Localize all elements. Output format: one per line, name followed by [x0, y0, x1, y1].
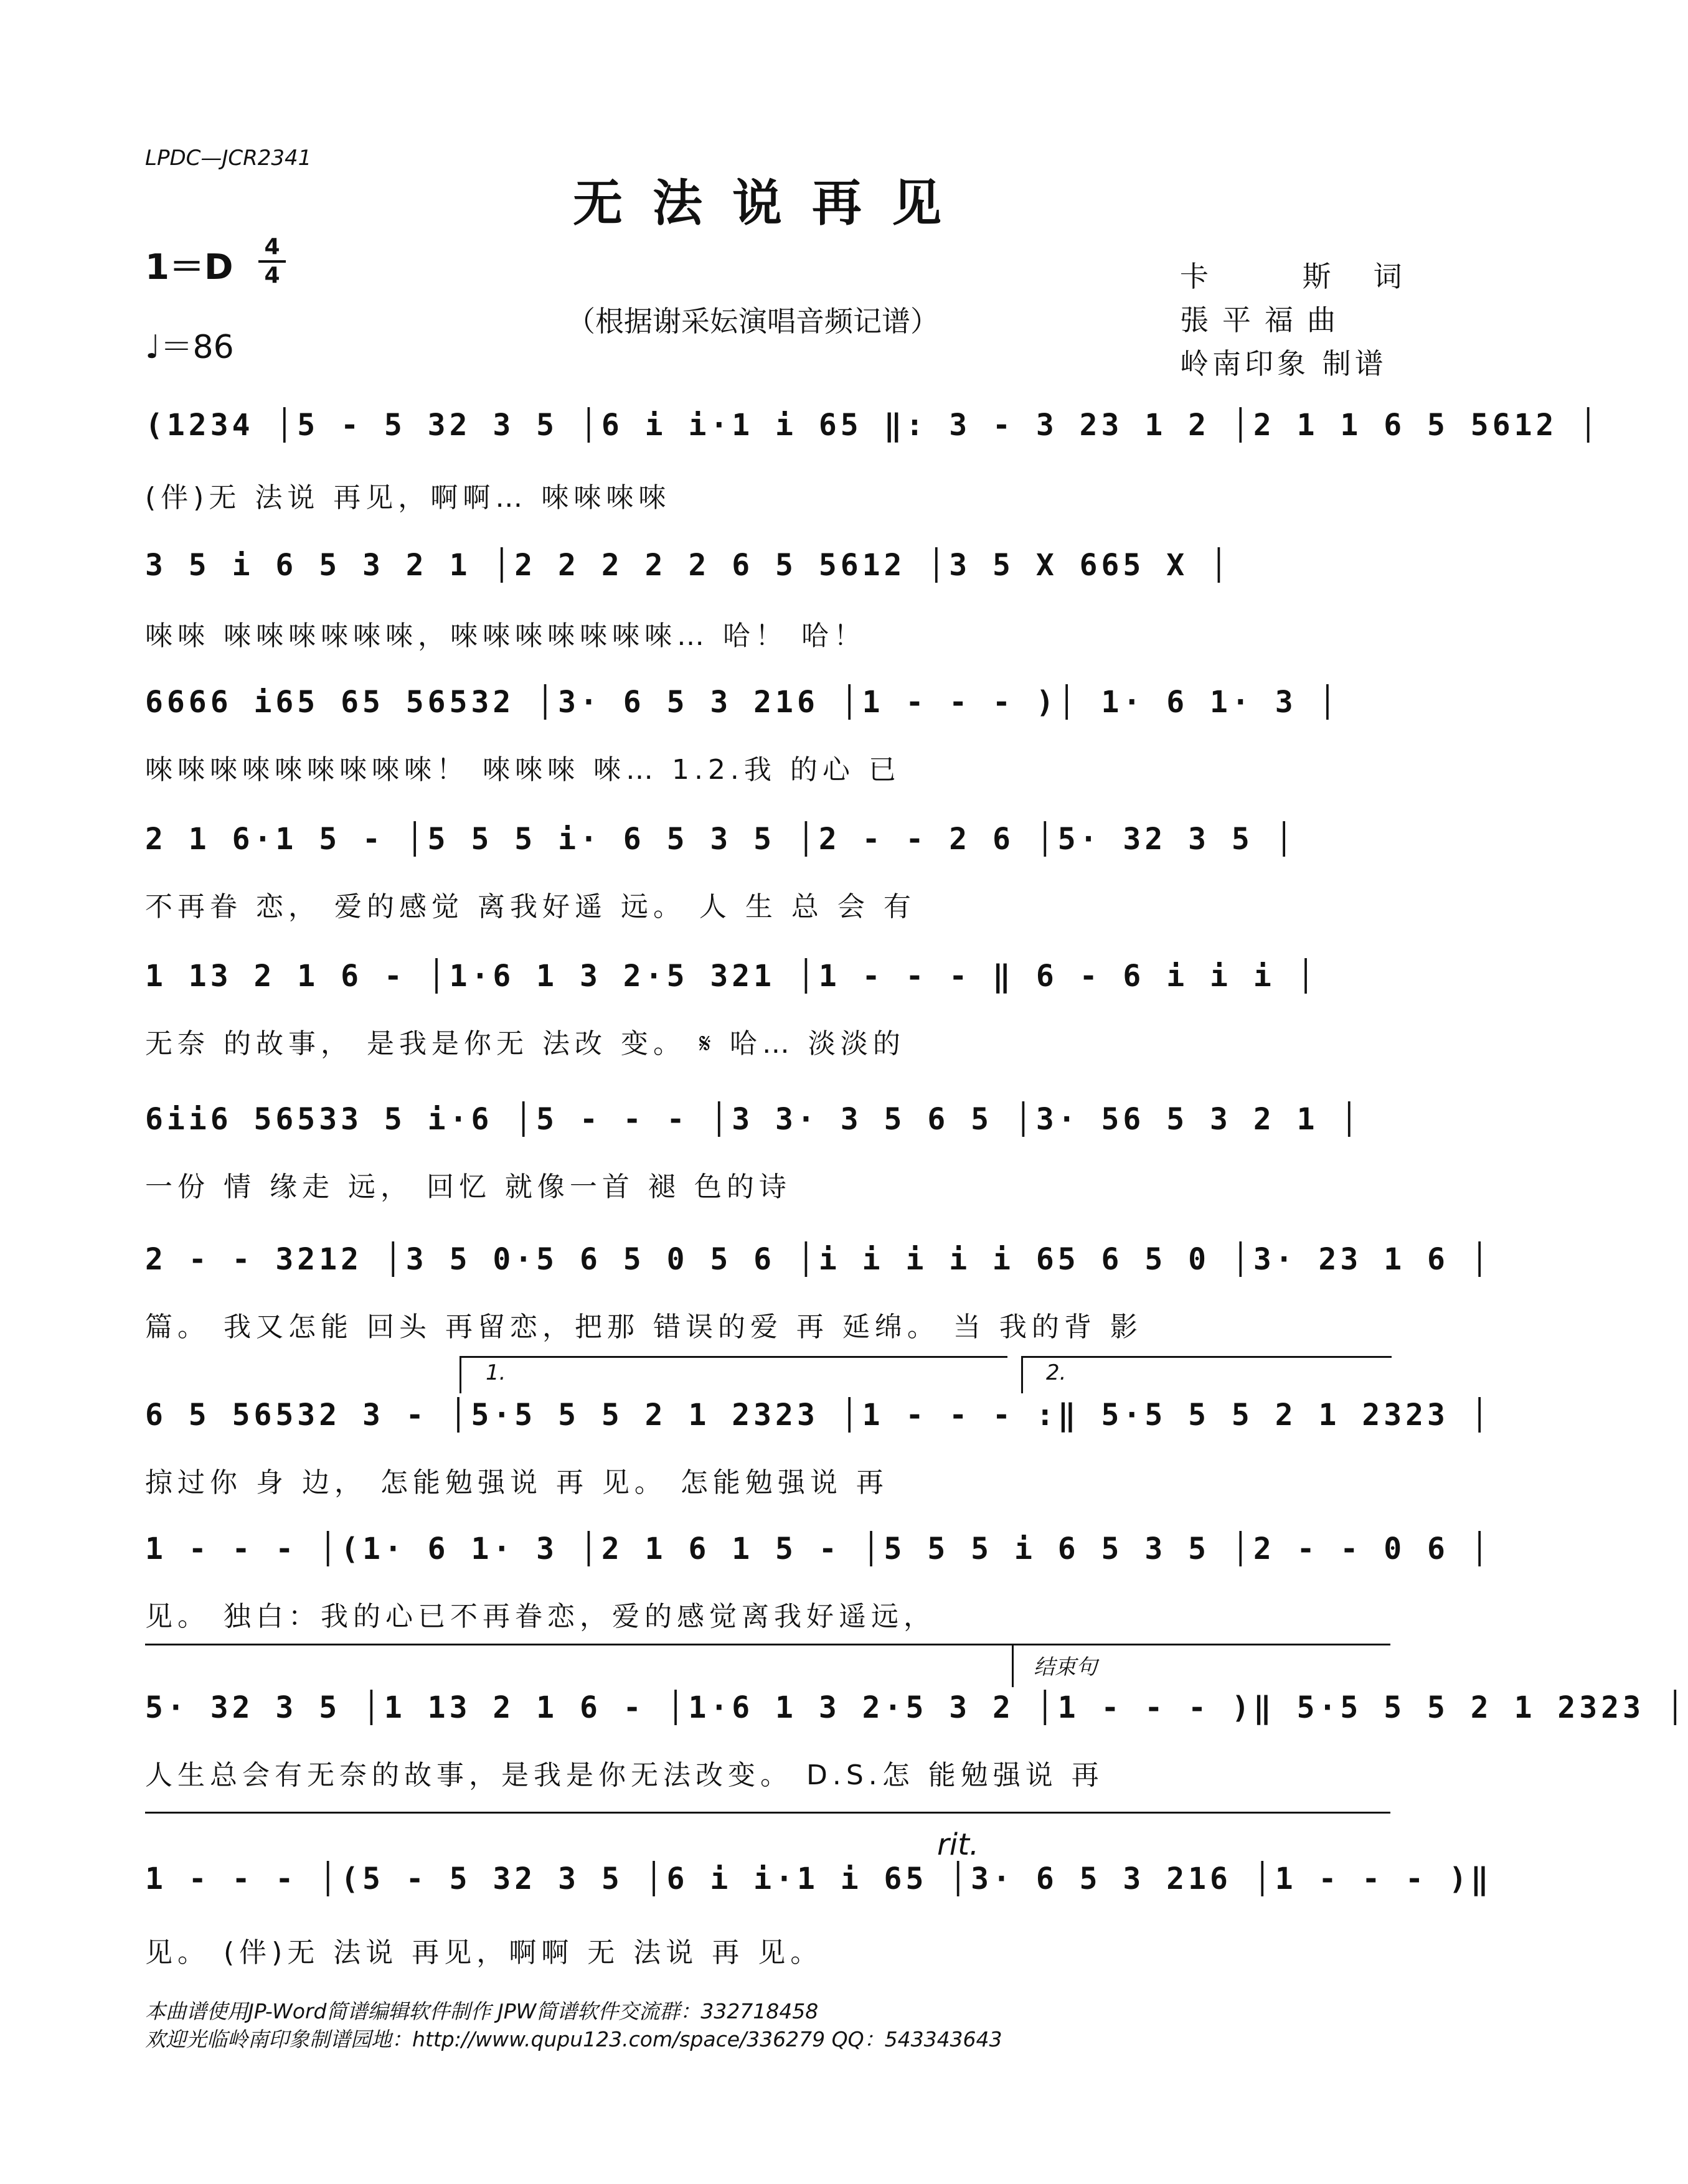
volta-1-bracket [460, 1356, 1007, 1358]
lyrics-line-7: 篇。 我又怎能 回头 再留恋，把那 错误的爱 再 延绵。 当 我的背 影 [145, 1311, 1143, 1343]
lyrics-line-10: 人生总会有无奈的故事，是我是你无法改变。 D.S.怎 能勉强说 再 [145, 1759, 1104, 1791]
volta-2-bracket [1021, 1356, 1392, 1358]
ritardando-marking: rit. [937, 1827, 979, 1862]
notation-line-11: 1 - - - │(5 - 5 32 3 5 │6 i i·1 i 65 │3· 6 5 3 216 │1 - - - )‖ [145, 1862, 1492, 1896]
lyrics-line-2: 唻唻 唻唻唻唻唻唻，唻唻唻唻唻唻唻… 哈！ 哈！ [145, 620, 866, 652]
lyrics-line-3: 唻唻唻唻唻唻唻唻唻！ 唻唻唻 唻… 1.2.我 的心 已 [145, 754, 901, 786]
lyrics-line-8: 掠过你 身 边， 怎能勉强说 再 见。 怎能勉强说 再 [145, 1467, 889, 1499]
score-code: LPDC—JCR2341 [145, 146, 312, 171]
notation-line-8: 6 5 56532 3 - │5·5 5 5 2 1 2323 │1 - - - :‖ 5·5 5 5 2 1 2323 │ [145, 1398, 1492, 1433]
volta-1-label: 1. [486, 1360, 506, 1385]
lyrics-line-11: 见。 (伴)无 法说 再见，啊啊 无 法说 再 见。 [145, 1937, 823, 1969]
lyrics-line-1: (伴)无 法说 再见，啊啊… 唻唻唻唻 [145, 482, 671, 514]
notation-line-2: 3 5 i 6 5 3 2 1 │2 2 2 2 2 6 5 5612 │3 5 X 665 X │ [145, 548, 1232, 583]
arranger-credit: 岭南印象 制谱 [1180, 347, 1387, 380]
volta-1-edge [460, 1356, 461, 1393]
notation-line-4: 2 1 6·1 5 - │5 5 5 i· 6 5 3 5 │2 - - 2 6 │5· 32 3 5 │ [145, 822, 1297, 857]
notation-line-7: 2 - - 3212 │3 5 0·5 6 5 0 5 6 │i i i i i 65 6 5 0 │3· 23 1 6 │ [145, 1242, 1492, 1277]
notation-line-6: 6ii6 56533 5 i·6 │5 - - - │3 3· 3 5 6 5 │3· 56 5 3 2 1 │ [145, 1102, 1362, 1137]
notation-line-3: 6666 i65 65 56532 │3· 6 5 3 216 │1 - - - )│ 1· 6 1· 3 │ [145, 685, 1341, 720]
key-signature: 1＝D [145, 247, 233, 288]
meter-bottom: 4 [264, 263, 280, 288]
lyrics-line-4: 不再眷 恋， 爱的感觉 离我好遥 远。 人 生 总 会 有 [145, 891, 916, 923]
footer-software-note: 本曲谱使用JP-Word简谱编辑软件制作 JPW简谱软件交流群：332718458 [145, 1999, 819, 2023]
ending-label: 结束句 [1034, 1655, 1097, 1680]
footer-site-note: 欢迎光临岭南印象制谱园地：http://www.qupu123.com/space/336279 QQ：543343643 [145, 2027, 1002, 2051]
notation-line-1: (1234 │5 - 5 32 3 5 │6 i i·1 i 65 ‖: 3 - 3 23 1 2 │2 1 1 6 5 5612 │ [145, 408, 1601, 443]
source-note: （根据谢采妘演唱音频记谱） [567, 304, 939, 338]
time-signature [258, 235, 286, 288]
volta-2-label: 2. [1046, 1360, 1067, 1385]
lyrics-line-9: 见。 独白：我的心已不再眷恋，爱的感觉离我好遥远， [145, 1601, 936, 1632]
song-title: 无法说再见 [573, 174, 971, 232]
section-rule-2 [145, 1812, 1390, 1814]
meter-top: 4 [264, 234, 280, 260]
volta-2-edge [1021, 1356, 1023, 1393]
notation-line-5: 1 13 2 1 6 - │1·6 1 3 2·5 321 │1 - - - ‖ 6 - 6 i i i │ [145, 959, 1319, 994]
notation-line-10: 5· 32 3 5 │1 13 2 1 6 - │1·6 1 3 2·5 3 2 │1 - - - )‖ 5·5 5 5 2 1 2323 │ [145, 1690, 1688, 1725]
tempo-marking: ♩＝86 [145, 329, 234, 366]
notation-line-9: 1 - - - │(1· 6 1· 3 │2 1 6 1 5 - │5 5 5 i 6 5 3 5 │2 - - 0 6 │ [145, 1532, 1492, 1566]
composer-credit: 張平福曲 [1180, 303, 1349, 337]
lyrics-line-5: 无奈 的故事， 是我是你无 法改 变。 𝄋 哈… 淡淡的 [145, 1028, 905, 1060]
section-rule-1 [145, 1644, 1390, 1645]
lyricist-credit: 卡 斯词 [1180, 260, 1445, 293]
ending-bracket-edge [1012, 1644, 1014, 1687]
lyrics-line-6: 一份 情 缘走 远， 回忆 就像一首 褪 色的诗 [145, 1171, 791, 1203]
